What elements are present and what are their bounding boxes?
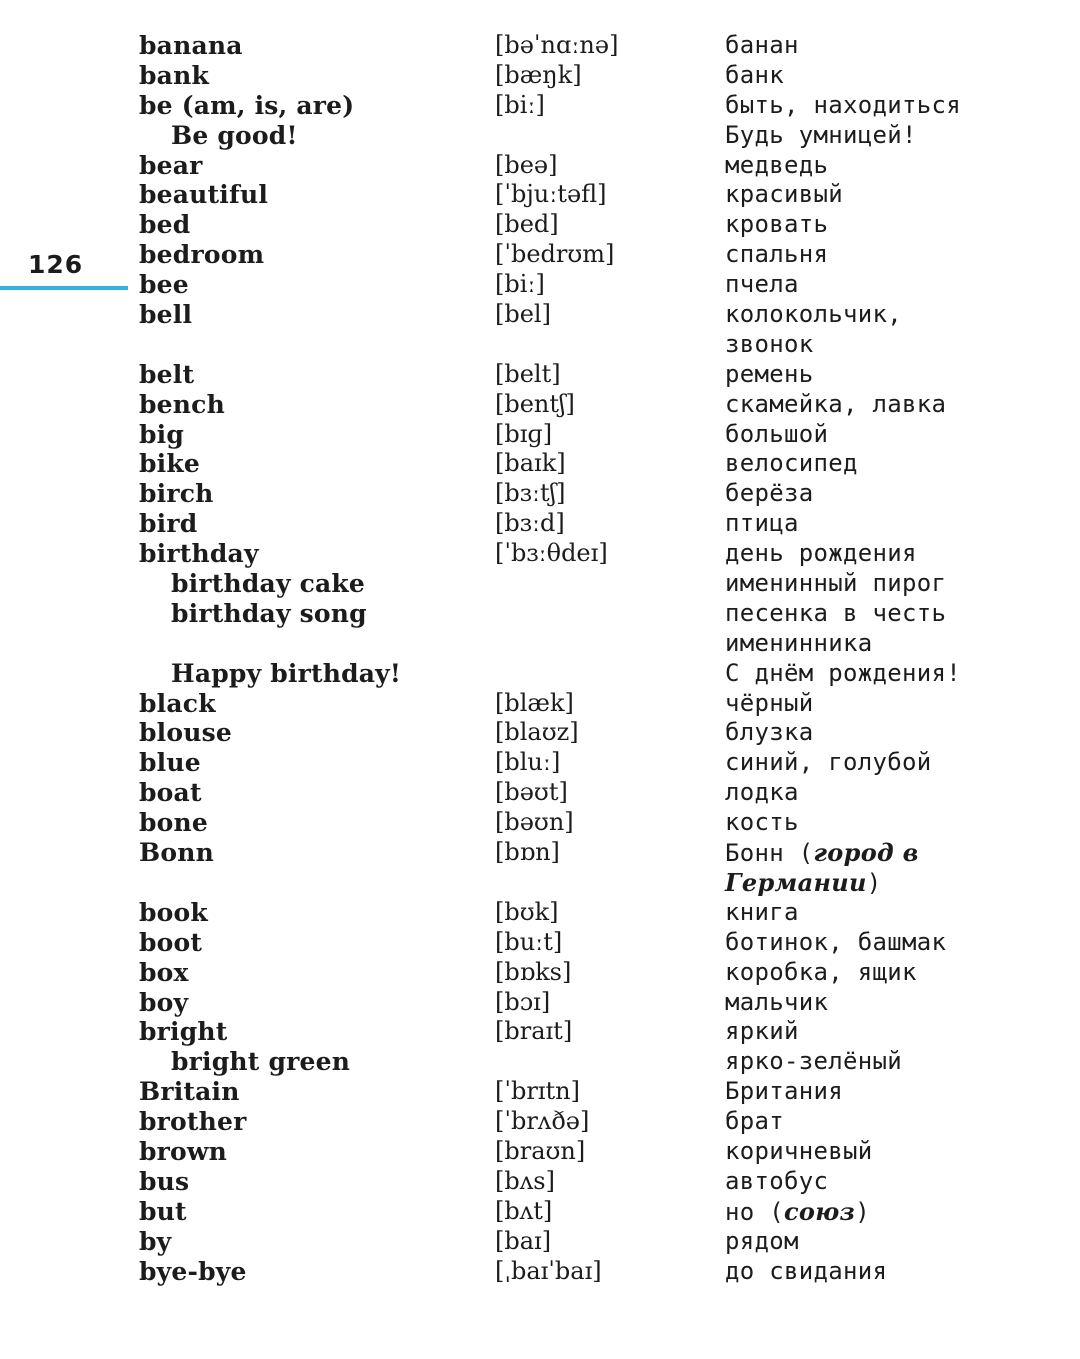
translation <box>725 569 946 599</box>
vocabulary-list <box>0 31 1080 1286</box>
headword: book <box>139 897 208 927</box>
translation <box>725 1077 843 1107</box>
vocabulary-row <box>0 1167 1080 1197</box>
headword: brother <box>139 1107 247 1137</box>
translation-text-end: ) <box>866 868 882 897</box>
translation-text: банан <box>725 31 799 59</box>
translation-text: чёрный <box>725 688 814 717</box>
vocabulary-row <box>0 1077 1080 1107</box>
translation <box>725 659 961 689</box>
transcription: [bæŋk] <box>495 60 582 89</box>
translation <box>725 1167 828 1197</box>
translation-text: рядом <box>725 1226 799 1255</box>
vocabulary-row <box>0 240 1080 270</box>
vocabulary-row <box>0 868 1080 898</box>
headword: bee <box>139 270 189 300</box>
translation <box>725 958 917 988</box>
headword: but <box>139 1196 187 1226</box>
translation-text: быть, находиться <box>725 90 961 119</box>
transcription: [biː] <box>495 270 545 299</box>
translation <box>725 808 799 838</box>
translation <box>725 718 814 748</box>
transcription: [bentʃ] <box>495 389 575 418</box>
translation-text: кость <box>725 808 799 837</box>
translation <box>725 689 814 719</box>
translation <box>725 1047 902 1077</box>
translation <box>725 928 946 958</box>
transcription: [biː] <box>495 90 545 119</box>
vocabulary-row <box>0 808 1080 838</box>
translation <box>725 599 946 629</box>
headword: boat <box>139 778 202 808</box>
headword: bike <box>139 449 201 479</box>
translation <box>725 838 919 869</box>
vocabulary-row <box>0 330 1080 360</box>
translation-text: книга <box>725 897 799 926</box>
translation <box>725 1017 799 1047</box>
transcription: [bel] <box>495 300 551 329</box>
vocabulary-row <box>0 898 1080 928</box>
headword: bus <box>139 1166 190 1196</box>
translation-text: коричневый <box>725 1136 873 1165</box>
vocabulary-row <box>0 360 1080 390</box>
transcription: [bɒks] <box>495 957 572 986</box>
phrase: bright green <box>171 1047 351 1077</box>
translation <box>725 360 814 390</box>
transcription: [baɪ] <box>495 1226 552 1255</box>
transcription: [ˈbɜːθdeɪ] <box>495 539 608 568</box>
translation-text: берёза <box>725 479 814 508</box>
translation <box>725 240 828 270</box>
translation-text: большой <box>725 419 829 448</box>
vocabulary-row <box>0 1017 1080 1047</box>
translation-text: Будь умницей! <box>725 120 917 149</box>
translation-text: звонок <box>725 329 814 358</box>
vocabulary-row <box>0 449 1080 479</box>
transcription: [braɪt] <box>495 1017 573 1046</box>
transcription: [blæk] <box>495 688 574 717</box>
vocabulary-row <box>0 300 1080 330</box>
translation <box>725 988 828 1018</box>
vocabulary-phrase-row <box>0 599 1080 629</box>
translation <box>725 330 814 360</box>
transcription: [beə] <box>495 150 558 179</box>
headword: boot <box>139 927 203 957</box>
headword: bear <box>139 150 203 180</box>
vocabulary-row <box>0 270 1080 300</box>
transcription: [bʌs] <box>495 1166 555 1195</box>
phrase: Happy birthday! <box>171 658 402 688</box>
translation-text-end: ) <box>855 1197 870 1226</box>
headword: blue <box>139 748 201 778</box>
translation <box>725 1257 887 1287</box>
translation-text: яркий <box>725 1017 799 1046</box>
headword: banana <box>139 31 243 60</box>
translation-text: колокольчик, <box>725 300 902 329</box>
translation-text: блузка <box>725 718 814 747</box>
headword: by <box>139 1226 172 1256</box>
headword: bird <box>139 509 198 539</box>
transcription: [bəˈnɑːnə] <box>495 31 619 59</box>
transcription: [ˈbjuːtəfl] <box>495 180 607 209</box>
translation-text: автобус <box>725 1166 829 1195</box>
transcription: [ˌbaɪˈbaɪ] <box>495 1256 602 1285</box>
vocabulary-row <box>0 1137 1080 1167</box>
phrase: birthday song <box>171 598 367 628</box>
transcription: [buːt] <box>495 927 563 956</box>
translation <box>725 509 799 539</box>
transcription: [bɒn] <box>495 838 560 867</box>
headword: box <box>139 957 189 987</box>
vocabulary-row <box>0 1257 1080 1287</box>
vocabulary-phrase-row <box>0 1047 1080 1077</box>
translation-note: Германии <box>725 867 867 897</box>
translation-text: Бонн ( <box>725 839 814 868</box>
vocabulary-phrase-row <box>0 659 1080 689</box>
vocabulary-row <box>0 958 1080 988</box>
headword: Bonn <box>139 838 214 868</box>
translation <box>725 778 799 808</box>
transcription: [bed] <box>495 210 559 239</box>
translation <box>725 479 814 509</box>
vocabulary-row <box>0 151 1080 181</box>
translation <box>725 449 858 479</box>
translation <box>725 539 917 569</box>
transcription: [bʊk] <box>495 897 559 926</box>
headword: big <box>139 419 185 449</box>
vocabulary-row <box>0 61 1080 91</box>
translation-text: спальня <box>725 240 829 269</box>
phrase: birthday cake <box>171 569 366 599</box>
translation <box>725 270 799 300</box>
headword: bedroom <box>139 240 265 270</box>
translation-text: ремень <box>725 359 814 388</box>
translation-text: ярко-зелёный <box>725 1047 902 1076</box>
transcription: [ˈbrɪtn] <box>495 1077 580 1106</box>
translation-text: но ( <box>725 1197 784 1226</box>
headword: bone <box>139 808 209 838</box>
translation-text: велосипед <box>725 449 858 478</box>
vocabulary-row <box>0 420 1080 450</box>
transcription: [bəʊt] <box>495 778 568 807</box>
translation-text: до свидания <box>725 1256 888 1285</box>
translation-text: коробка, ящик <box>725 957 917 986</box>
translation-text: Британия <box>725 1077 843 1106</box>
translation-text: день рождения <box>725 539 917 568</box>
translation-note: союз <box>784 1196 856 1226</box>
headword: black <box>139 688 216 718</box>
headword: bank <box>139 60 209 90</box>
transcription: [bɔɪ] <box>495 987 551 1016</box>
vocabulary-row <box>0 390 1080 420</box>
translation-text: лодка <box>725 778 799 807</box>
translation <box>725 1107 784 1137</box>
translation-text: именинный пирог <box>725 569 947 598</box>
vocabulary-phrase-row <box>0 121 1080 151</box>
headword: boy <box>139 987 189 1017</box>
translation <box>725 300 902 330</box>
transcription: [baɪk] <box>495 449 566 478</box>
transcription: [bɜːd] <box>495 509 565 538</box>
translation-text: именинника <box>725 628 873 657</box>
headword: bell <box>139 300 193 330</box>
vocabulary-row <box>0 689 1080 719</box>
headword: be (am, is, are) <box>139 90 355 120</box>
headword: bright <box>139 1017 228 1047</box>
translation-text: птица <box>725 509 799 538</box>
translation <box>725 180 843 210</box>
headword: beautiful <box>139 180 269 210</box>
transcription: [bəʊn] <box>495 808 574 837</box>
translation-text: синий, голубой <box>725 748 932 777</box>
transcription: [blaʊz] <box>495 718 579 747</box>
vocabulary-row <box>0 31 1080 61</box>
translation-text: брат <box>725 1107 784 1136</box>
translation <box>725 420 828 450</box>
translation <box>725 629 873 659</box>
vocabulary-row <box>0 539 1080 569</box>
transcription: [braʊn] <box>495 1136 586 1165</box>
vocabulary-phrase-row <box>0 569 1080 599</box>
vocabulary-row <box>0 1107 1080 1137</box>
translation-text: песенка в честь <box>725 598 947 627</box>
headword: birch <box>139 479 214 509</box>
translation-text: скамейка, лавка <box>725 389 947 418</box>
translation <box>725 91 961 121</box>
translation <box>725 390 946 420</box>
transcription: [bɜːtʃ] <box>495 479 566 508</box>
transcription: [bɪɡ] <box>495 419 553 448</box>
translation <box>725 898 799 928</box>
vocabulary-row <box>0 778 1080 808</box>
vocabulary-row <box>0 629 1080 659</box>
vocabulary-row <box>0 718 1080 748</box>
translation-text: банк <box>725 60 784 89</box>
translation-text: красивый <box>725 180 843 209</box>
transcription: [bluː] <box>495 748 561 777</box>
transcription: [ˈbrʌðə] <box>495 1107 590 1136</box>
translation-text: кровать <box>725 210 829 239</box>
vocabulary-row <box>0 838 1080 868</box>
translation <box>725 868 882 899</box>
translation <box>725 1197 870 1228</box>
transcription: [belt] <box>495 359 561 388</box>
headword: bed <box>139 210 191 240</box>
translation-text: мальчик <box>725 987 829 1016</box>
headword: Britain <box>139 1077 240 1107</box>
translation <box>725 1137 873 1167</box>
translation <box>725 1227 799 1257</box>
translation-text: ботинок, башмак <box>725 927 947 956</box>
headword: bye-bye <box>139 1256 247 1286</box>
vocabulary-row <box>0 210 1080 240</box>
headword: belt <box>139 359 195 389</box>
headword: brown <box>139 1136 228 1166</box>
vocabulary-row <box>0 91 1080 121</box>
translation <box>725 151 828 181</box>
translation <box>725 31 799 61</box>
transcription: [ˈbedrʊm] <box>495 240 615 269</box>
vocabulary-row <box>0 928 1080 958</box>
vocabulary-row <box>0 748 1080 778</box>
translation-text: пчела <box>725 270 799 299</box>
translation-note: город в <box>813 838 919 868</box>
vocabulary-row <box>0 1227 1080 1257</box>
vocabulary-row <box>0 479 1080 509</box>
headword: bench <box>139 389 225 419</box>
vocabulary-row <box>0 1197 1080 1227</box>
vocabulary-row <box>0 988 1080 1018</box>
vocabulary-row <box>0 180 1080 210</box>
vocabulary-row <box>0 509 1080 539</box>
page-number: 126 <box>28 250 84 279</box>
translation-text: медведь <box>725 150 829 179</box>
translation <box>725 748 932 778</box>
transcription: [bʌt] <box>495 1196 553 1225</box>
translation <box>725 210 828 240</box>
phrase: Be good! <box>171 120 298 150</box>
translation <box>725 121 917 151</box>
translation-text: С днём рождения! <box>725 658 961 687</box>
headword: blouse <box>139 718 233 748</box>
translation <box>725 61 784 91</box>
headword: birthday <box>139 539 259 569</box>
